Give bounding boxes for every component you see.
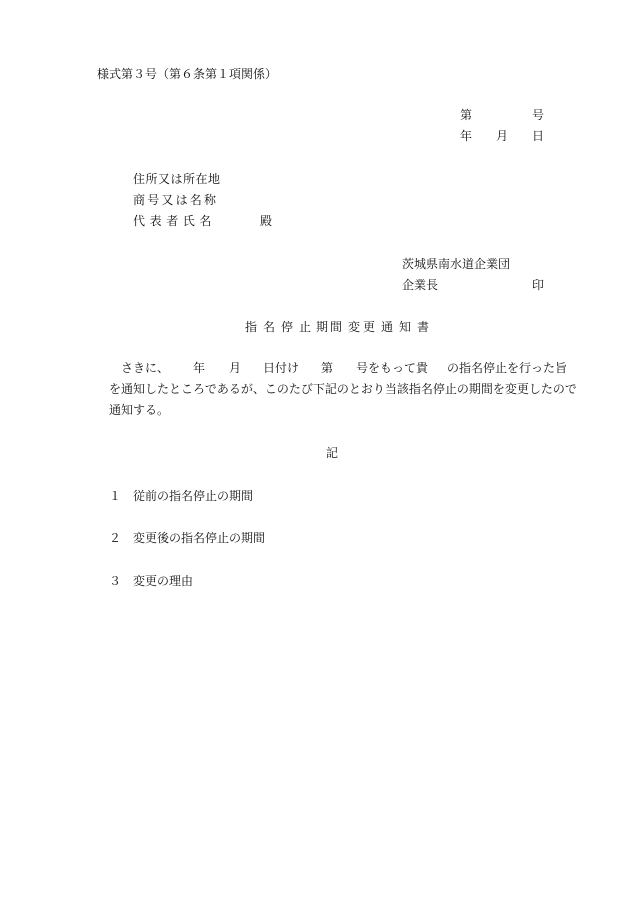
title-char: 変 xyxy=(348,320,361,334)
date-day: 日 xyxy=(532,129,545,143)
title-char: 間 xyxy=(330,320,343,334)
title-char: 名 xyxy=(263,320,276,334)
recipient-company-label: 商号又は名称 xyxy=(133,193,219,207)
title-char: 停 xyxy=(281,320,294,334)
item-number: ２ xyxy=(109,531,122,545)
form-number-label: 様式第３号（第６条第１項関係） xyxy=(97,67,278,81)
item-label: 従前の指名停止の期間 xyxy=(133,489,254,503)
date-month: 月 xyxy=(496,129,509,143)
body-text: さきに、 xyxy=(121,361,170,375)
ki-heading: 記 xyxy=(326,446,339,460)
sender-title: 企業長 xyxy=(402,278,439,292)
item-number: ３ xyxy=(109,574,122,588)
body-text: の指名停止を行った旨 xyxy=(447,361,568,375)
doc-number-go: 号 xyxy=(532,108,545,122)
title-char: 書 xyxy=(417,320,430,334)
body-text: 第 xyxy=(321,361,334,375)
item-number: １ xyxy=(109,489,122,503)
body-line-3: 通知する。 xyxy=(109,403,170,417)
recipient-rep-label: 代表者氏名 xyxy=(133,214,217,228)
body-text: 年 xyxy=(193,361,206,375)
sender-organization: 茨城県南水道企業団 xyxy=(402,257,511,271)
title-char: 期 xyxy=(316,320,329,334)
title-char: 更 xyxy=(363,320,376,334)
title-char: 知 xyxy=(399,320,412,334)
title-char: 通 xyxy=(381,320,394,334)
recipient-address-label: 住所又は所在地 xyxy=(133,172,221,186)
body-line-2: を通知したところであるが、このたび下記のとおり当該指名停止の期間を変更したので xyxy=(109,382,577,396)
title-char: 止 xyxy=(299,320,312,334)
title-char: 指 xyxy=(245,320,258,334)
recipient-honorific: 殿 xyxy=(260,214,273,228)
doc-number-dai: 第 xyxy=(460,108,473,122)
item-label: 変更後の指名停止の期間 xyxy=(133,531,266,545)
body-text: 日付け xyxy=(263,361,300,375)
item-label: 変更の理由 xyxy=(133,574,194,588)
date-year: 年 xyxy=(460,129,473,143)
body-text: 号をもって貴 xyxy=(356,361,429,375)
sender-seal: 印 xyxy=(532,278,545,292)
body-text: 月 xyxy=(229,361,242,375)
